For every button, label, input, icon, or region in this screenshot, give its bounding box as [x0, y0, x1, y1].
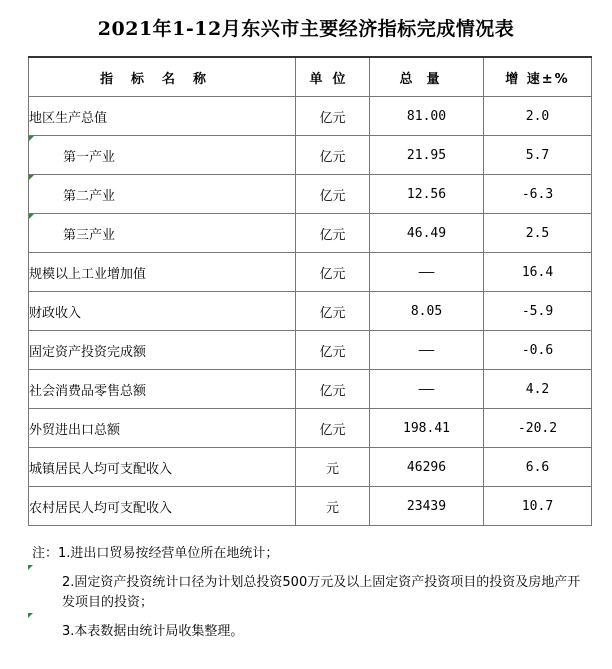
row-name: 农村居民人均可支配收入	[29, 487, 296, 526]
row-growth: 2.0	[484, 97, 592, 136]
table-row	[29, 331, 592, 370]
table-row	[29, 487, 592, 526]
header-growth: 增 速±%	[484, 57, 592, 97]
note-1: 注：1.进出口贸易按经营单位所在地统计；	[32, 546, 279, 561]
comment-flag-icon	[29, 214, 34, 219]
comment-flag-icon	[29, 136, 34, 141]
row-name: 第二产业	[63, 188, 116, 204]
table-row	[29, 448, 592, 487]
header-total: 总量	[370, 57, 484, 97]
row-total: 21.95	[370, 136, 484, 175]
row-unit: 亿元	[296, 214, 370, 253]
row-total: ——	[370, 253, 484, 292]
row-name: 第三产业	[63, 227, 116, 243]
row-name-cell	[29, 214, 296, 253]
row-unit: 亿元	[296, 370, 370, 409]
row-growth: 6.6	[484, 448, 592, 487]
row-growth: 4.2	[484, 370, 592, 409]
row-total: ——	[370, 370, 484, 409]
row-name-cell	[29, 175, 296, 214]
page-title: 2021年1-12月东兴市主要经济指标完成情况表	[97, 18, 515, 40]
row-unit: 亿元	[296, 97, 370, 136]
row-unit: 亿元	[296, 253, 370, 292]
row-name: 固定资产投资完成额	[29, 331, 296, 370]
row-growth: -5.9	[484, 292, 592, 331]
row-total: 23439	[370, 487, 484, 526]
row-growth: 2.5	[484, 214, 592, 253]
row-total: ——	[370, 331, 484, 370]
row-name: 地区生产总值	[29, 97, 296, 136]
table-row	[29, 214, 592, 253]
table-row	[29, 136, 592, 175]
row-total: 198.41	[370, 409, 484, 448]
row-unit: 亿元	[296, 175, 370, 214]
comment-flag-icon	[28, 565, 33, 570]
row-growth: -0.6	[484, 331, 592, 370]
row-total: 12.56	[370, 175, 484, 214]
row-name: 第一产业	[63, 149, 116, 165]
table-row	[29, 97, 592, 136]
row-unit: 亿元	[296, 409, 370, 448]
row-name: 外贸进出口总额	[29, 409, 296, 448]
indicator-table	[28, 56, 592, 526]
row-unit: 亿元	[296, 292, 370, 331]
header-name: 指标名称	[29, 57, 296, 97]
table-row	[29, 292, 592, 331]
comment-flag-icon	[28, 613, 33, 618]
row-total: 46296	[370, 448, 484, 487]
note-2: 2.固定资产投资统计口径为计划总投资500万元及以上固定资产投资项目的投资及房地产开发项目的投资；	[62, 575, 581, 610]
row-growth: 10.7	[484, 487, 592, 526]
row-growth: -20.2	[484, 409, 592, 448]
row-growth: 5.7	[484, 136, 592, 175]
row-total: 8.05	[370, 292, 484, 331]
table-header-row	[29, 57, 592, 97]
table-row	[29, 175, 592, 214]
note-3: 3.本表数据由统计局收集整理。	[62, 624, 244, 639]
table-row	[29, 253, 592, 292]
row-unit: 元	[296, 487, 370, 526]
row-unit: 亿元	[296, 331, 370, 370]
row-unit: 元	[296, 448, 370, 487]
row-name: 财政收入	[29, 292, 296, 331]
row-growth: 16.4	[484, 253, 592, 292]
table-row	[29, 370, 592, 409]
row-name: 社会消费品零售总额	[29, 370, 296, 409]
header-unit: 单位	[296, 57, 370, 97]
row-total: 81.00	[370, 97, 484, 136]
row-name: 规模以上工业增加值	[29, 253, 296, 292]
row-growth: -6.3	[484, 175, 592, 214]
row-name: 城镇居民人均可支配收入	[29, 448, 296, 487]
row-name-cell	[29, 136, 296, 175]
table-row	[29, 409, 592, 448]
comment-flag-icon	[29, 175, 34, 180]
row-total: 46.49	[370, 214, 484, 253]
row-unit: 亿元	[296, 136, 370, 175]
